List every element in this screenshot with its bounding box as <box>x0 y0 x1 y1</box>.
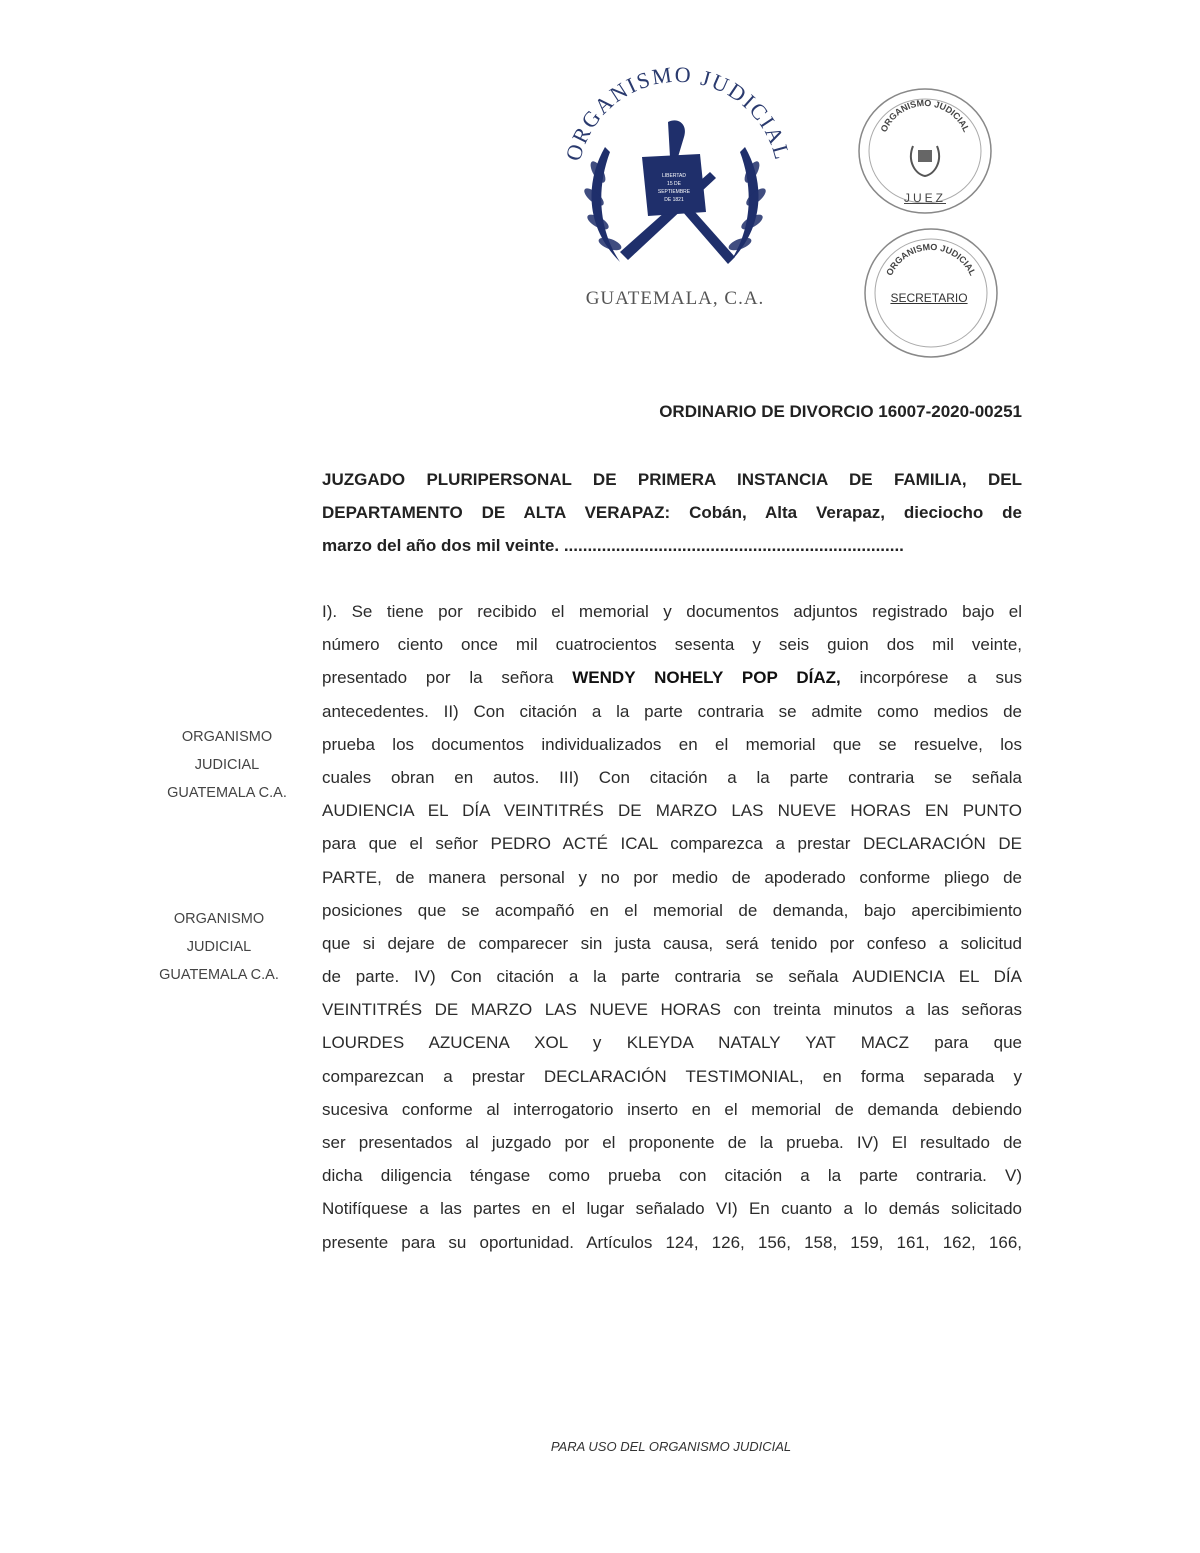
body-text: presentado por la señora <box>322 668 573 688</box>
side-label-watermark <box>134 905 304 989</box>
body-line: I). Se tiene por recibido el memorial y documentos adjuntos registrado bajo el <box>322 602 1022 621</box>
heading-line: DEPARTAMENTO DE ALTA VERAPAZ: Cobán, Alta Verapaz, dieciocho de <box>322 503 1022 522</box>
secretary-stamp-label: SECRETARIO <box>890 291 968 305</box>
body-line: posiciones que se acompañó en el memorial de demanda, bajo apercibimiento <box>322 900 1022 920</box>
side-label-line: GUATEMALA C.A. <box>159 967 279 983</box>
svg-text:ORGANISMO JUDICIAL: ORGANISMO JUDICIAL <box>884 241 978 278</box>
body-line: sucesiva conforme al interrogatorio inserto en el memorial de demanda debiendo <box>322 1099 1022 1119</box>
case-title: ORDINARIO DE DIVORCIO 16007-2020-00251 <box>659 402 1022 421</box>
logo-country-text: GUATEMALA, C.A. <box>585 288 765 309</box>
side-label-line: ORGANISMO <box>173 911 265 927</box>
body-line: AUDIENCIA EL DÍA VEINTITRÉS DE MARZO LAS NUEVE HORAS EN PUNTO <box>322 801 1022 821</box>
side-label-watermark <box>142 723 312 807</box>
side-label-line: JUDICIAL <box>186 939 252 955</box>
side-label-line: JUDICIAL <box>194 757 260 773</box>
body-line: Notifíquese a las partes en el lugar señalado VI) En cuanto a lo demás solicitado <box>322 1199 1022 1219</box>
body-line: prueba los documentos individualizados en el memorial que se resuelve, los <box>322 734 1022 754</box>
side-label-line: ORGANISMO <box>181 729 273 745</box>
secretary-stamp <box>862 227 1000 359</box>
svg-text:LIBERTAD: LIBERTAD <box>662 173 686 179</box>
party-name: WENDY NOHELY POP DÍAZ, <box>572 668 841 688</box>
body-line: cuales obran en autos. III) Con citación a la parte contraria se señala <box>322 767 1022 787</box>
svg-text:ORGANISMO JUDICIAL: ORGANISMO JUDICIAL <box>878 97 972 134</box>
body-line: que si dejare de comparecer sin justa causa, será tenido por confeso a solicitud <box>322 933 1022 953</box>
page-footer: PARA USO DEL ORGANISMO JUDICIAL <box>550 1439 792 1454</box>
svg-text:DE 1821: DE 1821 <box>664 197 684 203</box>
resolution-body <box>322 600 1022 1264</box>
organismo-judicial-logo <box>550 62 800 322</box>
body-line: ser presentados al juzgado por el proponente de la prueba. IV) El resultado de <box>322 1133 1022 1152</box>
svg-text:SEPTIEMBRE: SEPTIEMBRE <box>657 189 691 195</box>
body-line: para que el señor PEDRO ACTÉ ICAL comparezca a prestar DECLARACIÓN DE <box>322 834 1022 854</box>
body-line: dicha diligencia téngase como prueba con citación a la parte contraria. V) <box>322 1166 1022 1186</box>
judge-stamp <box>855 86 995 216</box>
side-label-line: GUATEMALA C.A. <box>167 785 287 801</box>
body-line: presente para su oportunidad. Artículos 124, 126, 156, 158, 159, 161, 162, 166, <box>322 1232 1022 1252</box>
body-line: número ciento once mil cuatrocientos sesenta y seis guion dos mil veinte, <box>322 635 1022 655</box>
heading-line: JUZGADO PLURIPERSONAL DE PRIMERA INSTANCIA DE FAMILIA, DEL <box>322 470 1022 489</box>
body-text: incorpórese a sus <box>840 668 1022 688</box>
body-line: antecedentes. II) Con citación a la parte contraria se admite como medios de <box>322 701 1022 721</box>
svg-text:15 DE: 15 DE <box>667 181 681 187</box>
judge-stamp-label: JUEZ <box>904 191 946 205</box>
body-line: VEINTITRÉS DE MARZO LAS NUEVE HORAS con treinta minutos a las señoras <box>322 1000 1022 1020</box>
svg-text:ORGANISMO JUDICIAL: ORGANISMO JUDICIAL <box>560 62 796 164</box>
court-heading <box>322 468 1022 567</box>
body-line: comparezcan a prestar DECLARACIÓN TESTIMONIAL, en forma separada y <box>322 1066 1022 1086</box>
body-line: LOURDES AZUCENA XOL y KLEYDA NATALY YAT MACZ para que <box>322 1033 1022 1053</box>
heading-line: marzo del año dos mil veinte. ........................................................................ <box>322 536 904 555</box>
body-line: PARTE, de manera personal y no por medio de apoderado conforme pliego de <box>322 867 1022 887</box>
body-line <box>322 666 1022 699</box>
body-line: de parte. IV) Con citación a la parte contraria se señala AUDIENCIA EL DÍA <box>322 967 1022 987</box>
